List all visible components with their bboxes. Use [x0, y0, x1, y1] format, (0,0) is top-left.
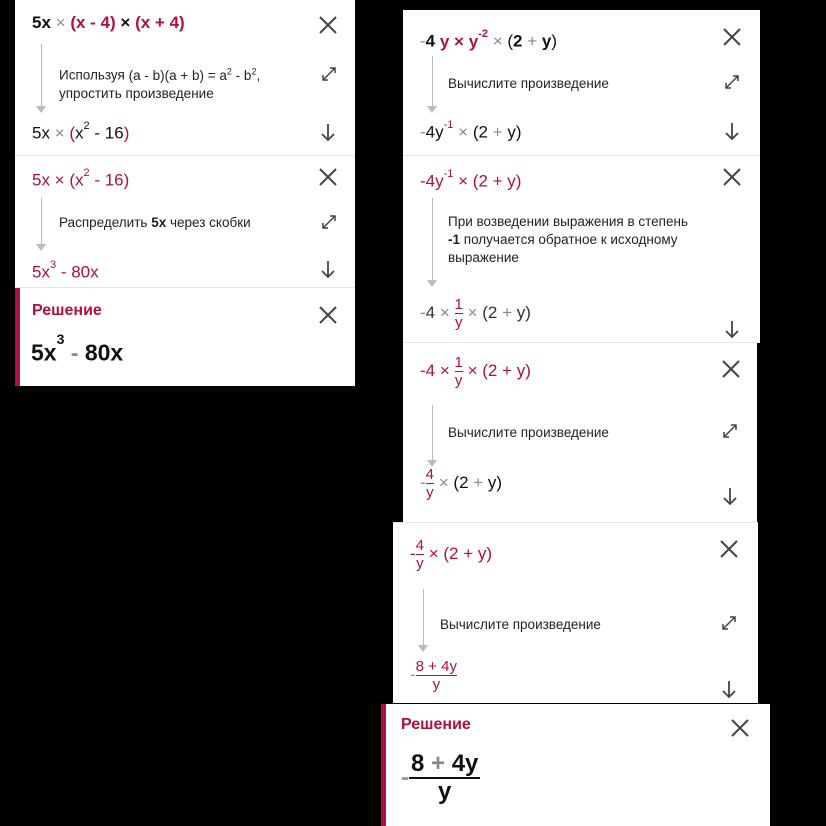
step-connector-line	[41, 198, 42, 244]
step-connector-line	[41, 44, 42, 106]
left-solution	[15, 287, 355, 386]
note-prefix: Используя	[59, 67, 125, 83]
note-line-3: выражение	[448, 250, 519, 265]
arrow-down-icon[interactable]	[319, 122, 337, 142]
step-result-expression: - $\frac{4}{y}$ × (2 + y)	[420, 466, 503, 501]
right-step-2[interactable]	[403, 155, 760, 343]
solution-label: Решение	[401, 716, 471, 733]
step-connector-arrow	[427, 280, 437, 287]
left-step-2[interactable]	[15, 155, 355, 288]
right-step-4[interactable]	[393, 522, 758, 703]
step-result-expression: -4 × $\frac{1}{y}$ × (2 + y)	[420, 296, 531, 331]
close-icon[interactable]	[317, 304, 339, 326]
step-result-expression: $5x^3 - 80x$	[32, 259, 99, 282]
step-start-expression: $-4y^{-1} \times (2 + y)$	[420, 168, 522, 191]
note-line-2: получается обратное к исходному	[463, 232, 678, 247]
note-formula: $(a - b)(a + b) = a^2 - b^2$,	[128, 66, 261, 83]
arrow-down-icon[interactable]	[721, 486, 739, 506]
step-connector-line	[432, 198, 433, 280]
expand-icon[interactable]	[721, 615, 737, 631]
right-step-1[interactable]	[403, 10, 760, 155]
step-connector-arrow	[36, 106, 46, 113]
step-result-expression: $5x \times (x^2 - 16)$	[32, 120, 130, 143]
step-explanation: Вычислите произведение	[448, 76, 609, 91]
step-result-expression: $-4y^{-1} \times (2 + y)$	[420, 119, 522, 142]
arrow-down-icon[interactable]	[723, 319, 741, 339]
close-icon[interactable]	[729, 717, 751, 739]
expand-icon[interactable]	[321, 214, 337, 230]
step-start-expression: 5x × (x - 4) × (x + 4)	[32, 13, 185, 32]
expand-icon[interactable]	[321, 66, 337, 82]
solution-answer: - $\frac{8 + 4y}{y}$	[401, 750, 479, 805]
solution-label: Решение	[32, 302, 102, 319]
note-line-1: При возведении выражения в степень	[448, 214, 688, 229]
step-explanation	[448, 213, 718, 267]
note-bold: 5x	[151, 215, 167, 230]
close-icon[interactable]	[721, 166, 743, 188]
note-bold: -1	[448, 232, 461, 247]
step-result-expression: - $\frac{8 + 4y}{y}$	[410, 658, 457, 693]
left-step-1[interactable]	[15, 0, 355, 155]
step-start-expression: $5x \times (x^2 - 16)$	[32, 167, 130, 190]
left-solution-panel	[15, 0, 355, 385]
arrow-down-icon[interactable]	[319, 259, 337, 279]
arrow-down-icon[interactable]	[720, 679, 738, 699]
right-solution	[381, 704, 770, 826]
step-start-expression: -4 $y \times y^{-2} \times (2 + y)$	[420, 28, 558, 51]
step-connector-arrow	[418, 645, 428, 652]
close-icon[interactable]	[721, 26, 743, 48]
step-connector-line	[432, 405, 433, 460]
step-explanation: Вычислите произведение	[448, 425, 609, 440]
step-connector-arrow	[36, 244, 46, 251]
close-icon[interactable]	[317, 14, 339, 36]
solution-accent-bar	[381, 704, 386, 826]
arrow-down-icon[interactable]	[723, 121, 741, 141]
solution-accent-bar	[15, 288, 20, 386]
note-prefix: Распределить	[59, 215, 148, 230]
step-connector-line	[423, 589, 424, 645]
right-step-3[interactable]	[403, 342, 757, 523]
right-solution-panel	[403, 10, 760, 700]
step-explanation	[59, 62, 299, 103]
step-connector-arrow	[427, 106, 437, 113]
close-icon[interactable]	[720, 358, 742, 380]
close-icon[interactable]	[317, 166, 339, 188]
step-explanation	[59, 214, 251, 232]
step-start-expression: - $\frac{4}{y}$ × (2 + y)	[410, 537, 493, 572]
step-connector-line	[432, 56, 433, 106]
solution-answer: $5x^3 - 80x$	[31, 331, 124, 366]
expand-icon[interactable]	[722, 423, 738, 439]
expand-icon[interactable]	[724, 74, 740, 90]
step-start-expression: -4 × $\frac{1}{y}$ × (2 + y)	[420, 354, 531, 389]
step-explanation: Вычислите произведение	[440, 617, 601, 632]
note-suffix: через скобки	[169, 215, 251, 230]
close-icon[interactable]	[718, 538, 740, 560]
note-suffix: упростить произведение	[59, 85, 214, 101]
